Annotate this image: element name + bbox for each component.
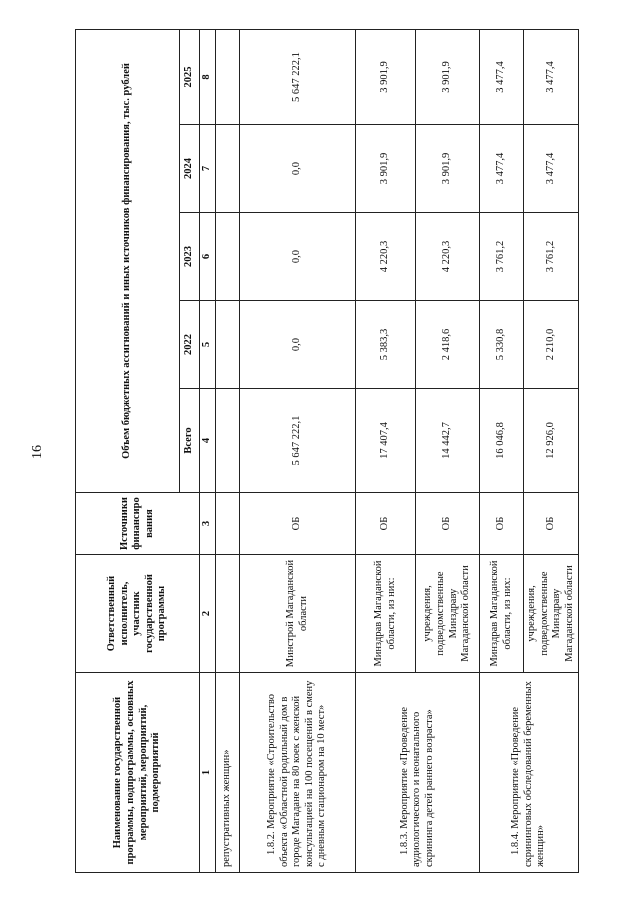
column-number: 7 xyxy=(200,125,216,213)
row-value-2022: 5 330,8 xyxy=(480,301,524,389)
row-name: 1.8.3. Мероприятие «Проведение аудиологического и неонатального скрининга детей раннего возраста» xyxy=(356,673,480,873)
column-number: 1 xyxy=(200,673,216,873)
row-executor xyxy=(216,555,240,673)
row-value-2024: 3 477,4 xyxy=(480,125,524,213)
row-executor: учреждения, подведомственные Минздраву Магаданской области xyxy=(416,555,480,673)
table-row xyxy=(356,30,416,873)
row-name: 1.8.2. Мероприятие «Строительство объекта «Областной родильный дом в городе Магадане на 80 коек с женской консультацией на 100 посещений в смену с дневным стационаром на 10 мест» xyxy=(240,673,356,873)
header-year-2023: 2023 xyxy=(180,213,200,301)
row-name: 1.8.4. Мероприятие «Проведение скрининговых обследований беременных женщин» xyxy=(480,673,579,873)
table-row xyxy=(216,30,240,873)
row-value-2024 xyxy=(216,125,240,213)
row-total: 5 647 222,1 xyxy=(240,389,356,493)
row-value-2024: 3 477,4 xyxy=(524,125,579,213)
row-value-2023: 3 761,2 xyxy=(480,213,524,301)
row-value-2023: 3 761,2 xyxy=(524,213,579,301)
row-value-2022: 2 418,6 xyxy=(416,301,480,389)
row-executor: учреждения, подведомственные Минздраву Магаданской области xyxy=(524,555,579,673)
row-value-2023: 0,0 xyxy=(240,213,356,301)
row-source: ОБ xyxy=(480,493,524,555)
row-value-2023: 4 220,3 xyxy=(416,213,480,301)
row-value-2025: 5 647 222,1 xyxy=(240,30,356,125)
row-value-2025 xyxy=(216,30,240,125)
column-number: 2 xyxy=(200,555,216,673)
row-value-2025: 3 901,9 xyxy=(416,30,480,125)
row-value-2024: 0,0 xyxy=(240,125,356,213)
header-total: Всего xyxy=(180,389,200,493)
header-source: Источники финансиро вания xyxy=(76,493,200,555)
page-number: 16 xyxy=(30,445,45,459)
row-value-2024: 3 901,9 xyxy=(416,125,480,213)
row-executor: Минстрой Магаданской области xyxy=(240,555,356,673)
column-number: 4 xyxy=(200,389,216,493)
row-source: ОБ xyxy=(416,493,480,555)
row-value-2025: 3 477,4 xyxy=(480,30,524,125)
row-source: ОБ xyxy=(240,493,356,555)
row-value-2023: 4 220,3 xyxy=(356,213,416,301)
table-body xyxy=(216,30,579,873)
row-name: репустративных женщин» xyxy=(216,673,240,873)
row-value-2023 xyxy=(216,213,240,301)
row-value-2022: 2 210,0 xyxy=(524,301,579,389)
row-value-2022: 5 383,3 xyxy=(356,301,416,389)
header-executor: Ответственный исполнитель, участник государственной программы xyxy=(76,555,200,673)
row-total: 16 046,8 xyxy=(480,389,524,493)
row-source: ОБ xyxy=(356,493,416,555)
rotated-table-container xyxy=(75,30,577,873)
header-name: Наименование государственной программы, подпрограммы, основных мероприятий, мероприятий, подмероприятий xyxy=(76,673,200,873)
header-funding-group: Объем бюджетных ассигнований и иных источников финансирования, тыс. рублей xyxy=(76,30,180,493)
row-source: ОБ xyxy=(524,493,579,555)
row-executor: Минздрав Магаданской области, из них: xyxy=(480,555,524,673)
row-value-2024: 3 901,9 xyxy=(356,125,416,213)
row-value-2022: 0,0 xyxy=(240,301,356,389)
funding-table xyxy=(75,29,579,873)
header-year-2025: 2025 xyxy=(180,30,200,125)
table-row xyxy=(240,30,356,873)
column-number: 5 xyxy=(200,301,216,389)
column-number: 6 xyxy=(200,213,216,301)
row-value-2025: 3 901,9 xyxy=(356,30,416,125)
column-number: 3 xyxy=(200,493,216,555)
row-total: 14 442,7 xyxy=(416,389,480,493)
table-header xyxy=(76,30,216,873)
table-row xyxy=(480,30,524,873)
row-source xyxy=(216,493,240,555)
row-total xyxy=(216,389,240,493)
column-number: 8 xyxy=(200,30,216,125)
column-numbers-row xyxy=(200,30,216,873)
row-total: 17 407,4 xyxy=(356,389,416,493)
header-year-2024: 2024 xyxy=(180,125,200,213)
row-executor: Минздрав Магаданской области, из них: xyxy=(356,555,416,673)
row-total: 12 926,0 xyxy=(524,389,579,493)
row-value-2022 xyxy=(216,301,240,389)
row-value-2025: 3 477,4 xyxy=(524,30,579,125)
header-year-2022: 2022 xyxy=(180,301,200,389)
